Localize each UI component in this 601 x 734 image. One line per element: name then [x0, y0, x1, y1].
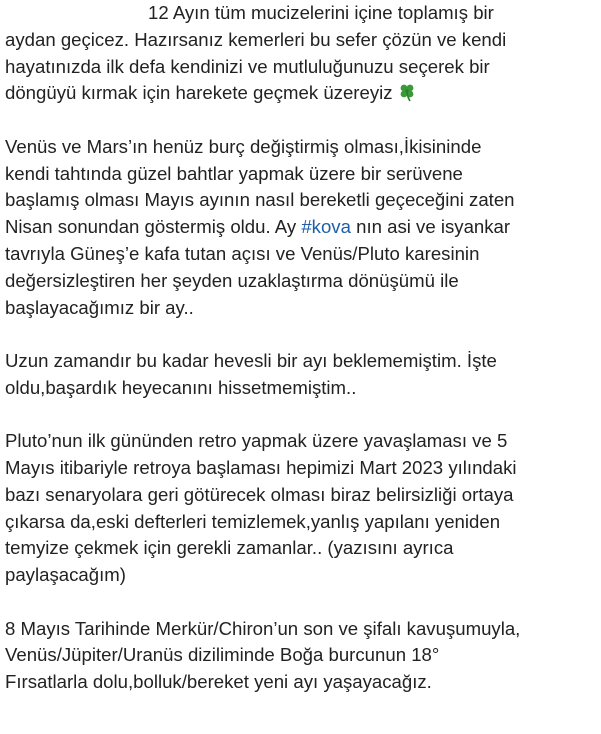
text-line: başlayacağımız bir ay.. — [5, 296, 194, 318]
post-text — [5, 0, 597, 696]
text-line: Mayıs itibariyle retroya başlaması hepimizi Mart 2023 yılındaki — [5, 456, 517, 478]
text-line-with-hashtag — [5, 214, 597, 241]
text-line: 8 Mayıs Tarihinde Merkür/Chiron’un son ve şifalı kavuşumuyla, — [5, 617, 521, 639]
four-leaf-clover-icon — [397, 82, 417, 102]
text-line: Fırsatlarla dolu,bolluk/bereket yeni ayı yaşayacağız. — [5, 671, 432, 693]
text-line: hayatınızda ilk defa kendinizi ve mutluluğunuzu seçerek bir — [5, 55, 490, 77]
text-line: başlamış olması Mayıs ayının nasıl bereketli geçeceğini zaten — [5, 189, 515, 211]
text-line: tavrıyla Güneş’e kafa tutan açısı ve Venüs/Pluto karesinin — [5, 242, 480, 264]
text-line: değersizleştiren her şeyden uzaklaştırma dönüşümü ile — [5, 269, 459, 291]
text-line-content: döngüyü kırmak için harekete geçmek üzereyiz — [5, 82, 393, 104]
paragraph-intro — [5, 0, 597, 107]
paragraph-pluto-retro — [5, 428, 597, 589]
paragraph-new-moon — [5, 616, 597, 696]
text-line: temyize çekmek için gerekli zamanlar.. (yazısını ayrıca — [5, 537, 454, 559]
paragraph-venus-mars — [5, 134, 597, 322]
text-line: aydan geçicez. Hazırsanız kemerleri bu sefer çözün ve kendi — [5, 28, 507, 50]
text-line: Pluto’nun ilk gününden retro yapmak üzere yavaşlaması ve 5 — [5, 430, 508, 452]
text-line: çıkarsa da,eski defterleri temizlemek,yanlış yapılanı yeniden — [5, 510, 501, 532]
text-line: 12 Ayın tüm mucizelerini içine toplamış bir — [148, 2, 494, 23]
text-line: oldu,başardık heyecanını hissetmemiştim.. — [5, 376, 357, 398]
paragraph-excitement — [5, 348, 597, 402]
text-line: kendi tahtında güzel bahtlar yapmak üzere bir serüvene — [5, 162, 463, 184]
text-line: Venüs ve Mars’ın henüz burç değiştirmiş olması,İkisininde — [5, 135, 482, 157]
hashtag-link-kova[interactable]: #kova — [301, 216, 351, 238]
text-line: Venüs/Jüpiter/Uranüs diziliminde Boğa burcunun 18° — [5, 644, 440, 666]
text-line: Uzun zamandır bu kadar hevesli bir ayı beklememiştim. İşte — [5, 349, 497, 371]
text-segment: Nisan sonundan göstermiş oldu. Ay — [5, 216, 302, 238]
text-line-with-emoji — [5, 80, 597, 107]
text-line: bazı senaryolara geri götürecek olması biraz belirsizliği ortaya — [5, 483, 514, 505]
text-line: paylaşacağım) — [5, 564, 126, 586]
text-segment: nın asi ve isyankar — [350, 216, 511, 238]
